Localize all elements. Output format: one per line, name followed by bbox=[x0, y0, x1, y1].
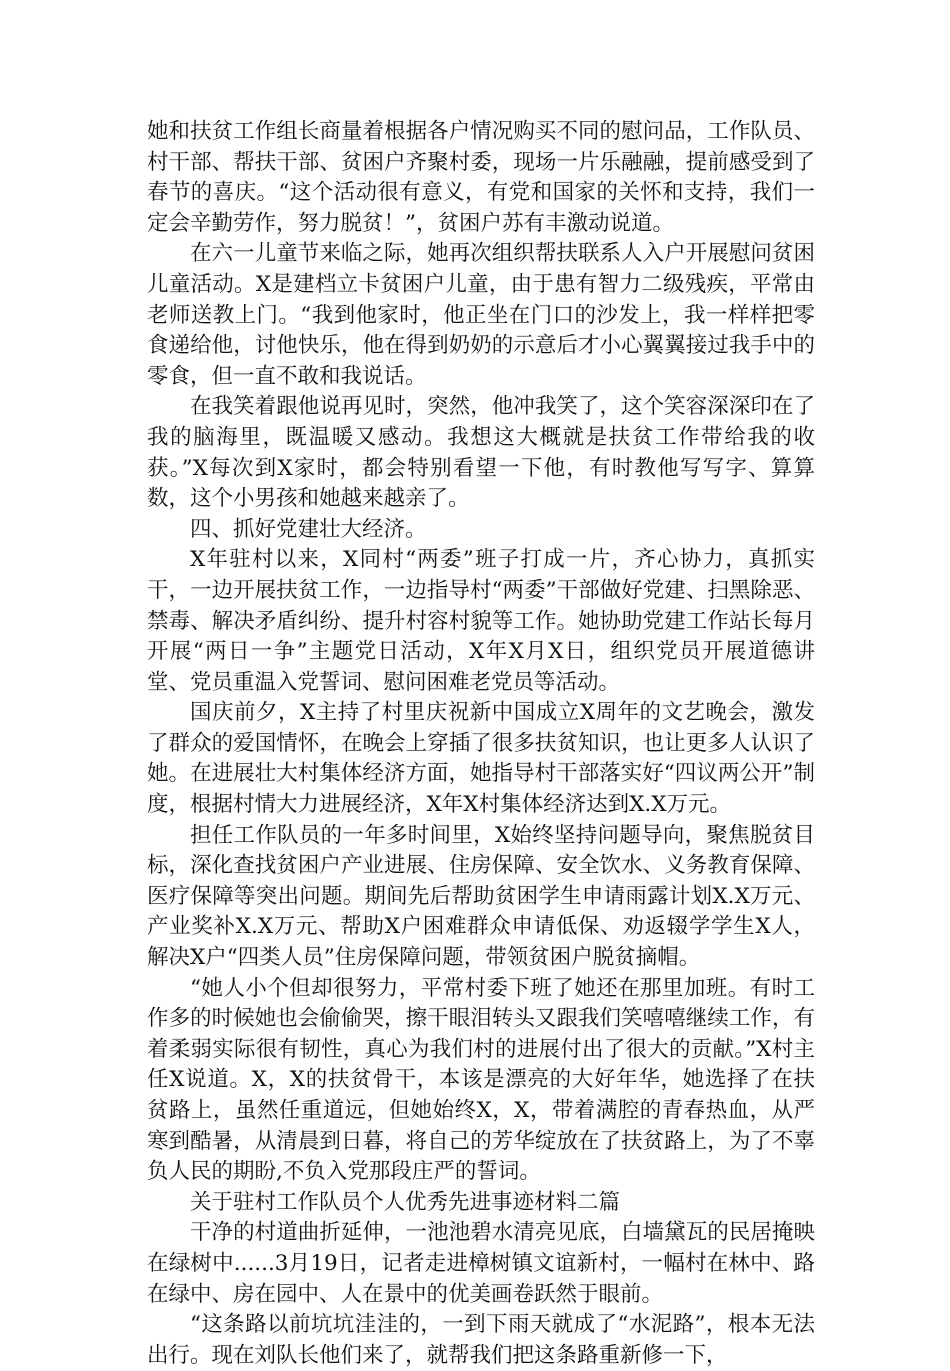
paragraph: X年驻村以来，X同村“两委”班子打成一片，齐心协力，真抓实干，一边开展扶贫工作，一边指导村“两委”干部做好党建、扫黑除恶、禁毒、解决矛盾纠纷、提升村容村貌等工作。她协助党建工作站长每月开展“两日一争”主题党日活动，X年X月X日，组织党员开展道德讲堂、党员重温入党誓词、慰问困难老党员等活动。 bbox=[147, 547, 815, 695]
paragraph: “她人小个但却很努力，平常村委下班了她还在那里加班。有时工作多的时候她也会偷偷哭，擦干眼泪转头又跟我们笑嘻嘻继续工作，有着柔弱实际很有韧性，真心为我们村的进展付出了很大的贡献。”X村主任X说道。X，X的扶贫骨干，本该是漂亮的大好年华，她选择了在扶贫路上，虽然任重道远，但她始终X，X，带着满腔的青春热血，从严寒到酷暑，从清晨到日暮，将自己的芳华绽放在了扶贫路上，为了不辜负人民的期盼,不负入党那段庄严的誓词。 bbox=[147, 975, 815, 1185]
paragraph: 担任工作队员的一年多时间里，X始终坚持问题导向，聚焦脱贫目标，深化查找贫困户产业进展、住房保障、安全饮水、义务教育保障、医疗保障等突出问题。期间先后帮助贫困学生申请雨露计划X.X万元、产业奖补X.X万元、帮助X户困难群众申请低保、劝返辍学学生X人，解决X户“四类人员”住房保障问题，带领贫困户脱贫摘帽。 bbox=[147, 822, 815, 971]
section-title: 关于驻村工作队员个人优秀先进事迹材料二篇 bbox=[190, 1189, 621, 1215]
section-heading: 四、抓好党建壮大经济。 bbox=[190, 516, 427, 542]
document-body bbox=[147, 117, 815, 1371]
paragraph: 在我笑着跟他说再见时，突然，他冲我笑了，这个笑容深深印在了我的脑海里，既温暖又感动。我想这大概就是扶贫工作带给我的收获。”X每次到X家时，都会特别看望一下他，有时教他写写字、算算数，这个小男孩和她越来越亲了。 bbox=[147, 394, 815, 512]
paragraph: 在六一儿童节来临之际，她再次组织帮扶联系人入户开展慰问贫困儿童活动。X是建档立卡贫困户儿童，由于患有智力二级残疾，平常由老师送教上门。“我到他家时，他正坐在门口的沙发上，我一样样把零食递给他，讨他快乐，他在得到奶奶的示意后才小心翼翼接过我手中的零食，但一直不敢和我说话。 bbox=[147, 241, 815, 389]
paragraph: “这条路以前坑坑洼洼的，一到下雨天就成了“水泥路”，根本无法出行。现在刘队长他们来了，就帮我们把这条路重新修一下， bbox=[147, 1312, 815, 1368]
paragraph: 她和扶贫工作组长商量着根据各户情况购买不同的慰问品，工作队员、村干部、帮扶干部、贫困户齐聚村委，现场一片乐融融，提前感受到了春节的喜庆。“这个活动很有意义，有党和国家的关怀和支持，我们一定会辛勤劳作，努力脱贫！”，贫困户苏有丰激动说道。 bbox=[147, 119, 815, 236]
paragraph: 国庆前夕，X主持了村里庆祝新中国成立X周年的文艺晚会，激发了群众的爱国情怀，在晚会上穿插了很多扶贫知识，也让更多人认识了她。在进展壮大村集体经济方面，她指导村干部落实好“四议两公开”制度，根据村情大力进展经济，X年X村集体经济达到X.X万元。 bbox=[147, 700, 815, 818]
paragraph: 干净的村道曲折延伸，一池池碧水清亮见底，白墙黛瓦的民居掩映在绿树中......3月19日，记者走进樟树镇文谊新村，一幅村在林中、路在绿中、房在园中、人在景中的优美画卷跃然于眼前。 bbox=[147, 1220, 815, 1307]
